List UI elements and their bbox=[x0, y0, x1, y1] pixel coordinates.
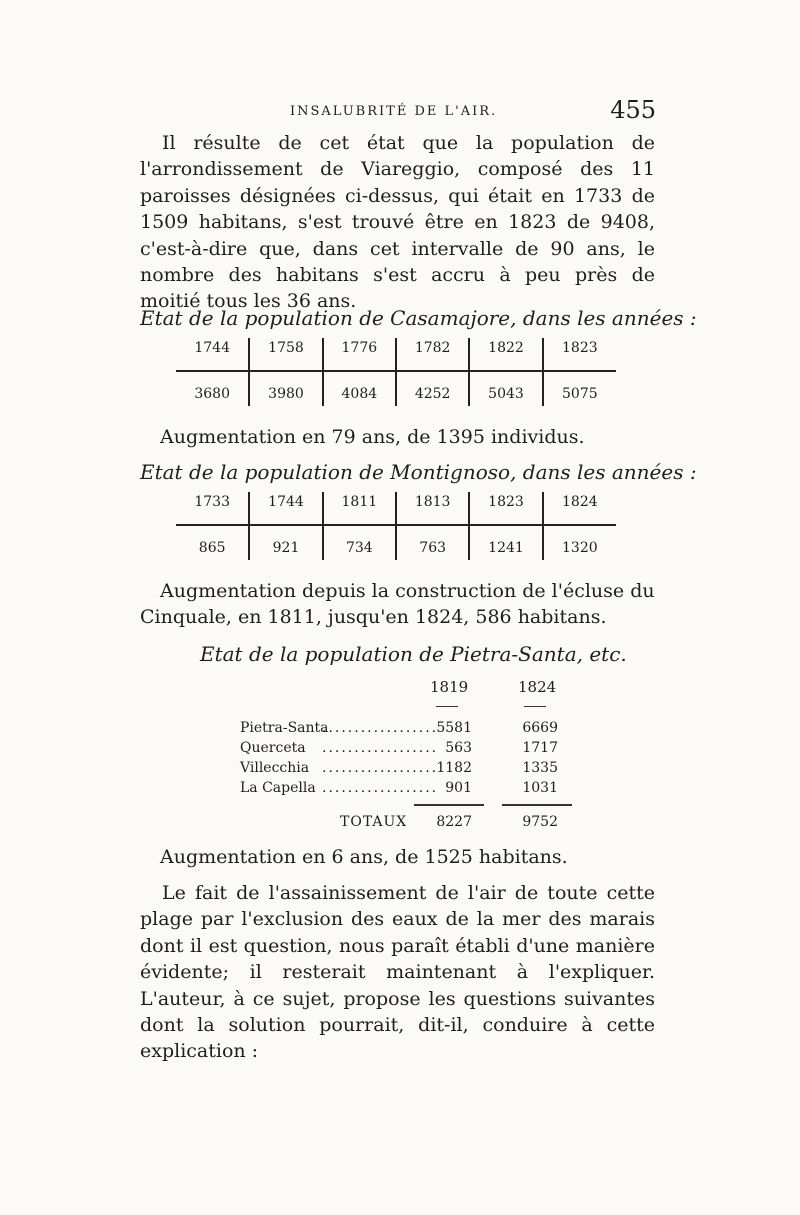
running-head: INSALUBRITÉ DE L'AIR. bbox=[290, 104, 498, 119]
pietra-santa-title: Etat de la population de Pietra-Santa, etc. bbox=[200, 642, 627, 666]
intro-paragraph: Il résulte de cet état que la population de l'arrondissement de Viareggio, composé des 11 paroisses désignées ci-dessus, qui était en 1733 de 1509 habitans, s'est trouvé être en 1823 de 9408, c'est-à-dire que, dans cet intervalle de 90 ans, le nombre des habitans s'est accru à peu près de moitié tous les 36 ans. bbox=[140, 132, 655, 313]
table-row bbox=[240, 760, 620, 780]
population-cell: 3980 bbox=[249, 371, 322, 406]
casamajore-note: Augmentation en 79 ans, de 1395 individus. bbox=[160, 426, 585, 448]
population-cell: 921 bbox=[249, 525, 322, 560]
leader-dots: .................. bbox=[322, 720, 439, 736]
year-cell: 1822 bbox=[469, 338, 542, 371]
year-cell: 1811 bbox=[323, 492, 396, 525]
locality-name: Villecchia bbox=[240, 760, 310, 776]
population-cell: 763 bbox=[396, 525, 469, 560]
population-cell: 734 bbox=[323, 525, 396, 560]
table-row bbox=[240, 780, 620, 800]
year-header-1824: 1824 bbox=[518, 678, 557, 696]
value-1819: 901 bbox=[445, 780, 472, 796]
montignoso-title: Etat de la population de Montignoso, dans les années : bbox=[140, 460, 697, 484]
pietra-santa-table bbox=[240, 678, 620, 838]
population-cell: 1320 bbox=[562, 540, 598, 556]
population-cell: 5075 bbox=[562, 386, 598, 402]
locality-name: Querceta bbox=[240, 740, 306, 756]
casamajore-table bbox=[176, 338, 616, 406]
page-header bbox=[140, 96, 660, 132]
totals-label: TOTAUX bbox=[340, 814, 408, 830]
totals-row bbox=[340, 814, 620, 834]
total-1824: 9752 bbox=[522, 814, 558, 830]
year-header-1819: 1819 bbox=[430, 678, 469, 696]
value-1824: 1335 bbox=[522, 760, 558, 776]
leader-dots: .................. bbox=[322, 740, 439, 756]
population-cell: 1241 bbox=[469, 525, 542, 560]
value-1819: 563 bbox=[445, 740, 472, 756]
closing-paragraph: Le fait de l'assainissement de l'air de toute cette plage par l'exclusion des eaux de la mer des marais dont il est question, nous paraît établi d'une manière évidente; il resterait maintenant à l'expliquer. L'auteur, à ce sujet, propose les questions suivantes dont la solution pourrait, dit-il, conduire à cette explication : bbox=[140, 882, 655, 1063]
year-cell: 1782 bbox=[396, 338, 469, 371]
year-cell: 1744 bbox=[249, 492, 322, 525]
sum-rule bbox=[502, 804, 572, 806]
pietra-santa-note: Augmentation en 6 ans, de 1525 habitans. bbox=[160, 846, 568, 868]
montignoso-table bbox=[176, 492, 616, 560]
year-cell: 1758 bbox=[249, 338, 322, 371]
year-cell: 1733 bbox=[176, 492, 249, 525]
total-1819: 8227 bbox=[436, 814, 472, 830]
leader-dots: .................. bbox=[322, 760, 439, 776]
population-cell: 4084 bbox=[323, 371, 396, 406]
year-cell: 1823 bbox=[469, 492, 542, 525]
year-cell: 1744 bbox=[176, 338, 249, 371]
population-cell: 865 bbox=[176, 525, 249, 560]
locality-name: La Capella bbox=[240, 780, 316, 796]
value-1824: 1031 bbox=[522, 780, 558, 796]
montignoso-note-line1: Augmentation depuis la construction de l'écluse du bbox=[160, 580, 655, 602]
year-cell: 1776 bbox=[323, 338, 396, 371]
year-cell: 1823 bbox=[543, 338, 616, 371]
montignoso-note-line2: Cinquale, en 1811, jusqu'en 1824, 586 habitans. bbox=[140, 606, 607, 628]
value-1819: 5581 bbox=[436, 720, 472, 736]
table-row bbox=[240, 740, 620, 760]
header-rule bbox=[436, 706, 458, 707]
value-1824: 6669 bbox=[522, 720, 558, 736]
year-cell: 1813 bbox=[396, 492, 469, 525]
value-1824: 1717 bbox=[522, 740, 558, 756]
page-number: 455 bbox=[610, 96, 656, 124]
population-cell: 4252 bbox=[396, 371, 469, 406]
population-cell: 3680 bbox=[176, 371, 249, 406]
header-rule bbox=[524, 706, 546, 707]
table-row bbox=[240, 720, 620, 740]
sum-rule bbox=[414, 804, 484, 806]
year-cell: 1824 bbox=[543, 492, 616, 525]
casamajore-title: Etat de la population de Casamajore, dans les années : bbox=[140, 306, 697, 330]
value-1819: 1182 bbox=[436, 760, 472, 776]
locality-name: Pietra-Santa bbox=[240, 720, 329, 736]
leader-dots: .................. bbox=[322, 780, 439, 796]
population-cell: 5043 bbox=[469, 371, 542, 406]
